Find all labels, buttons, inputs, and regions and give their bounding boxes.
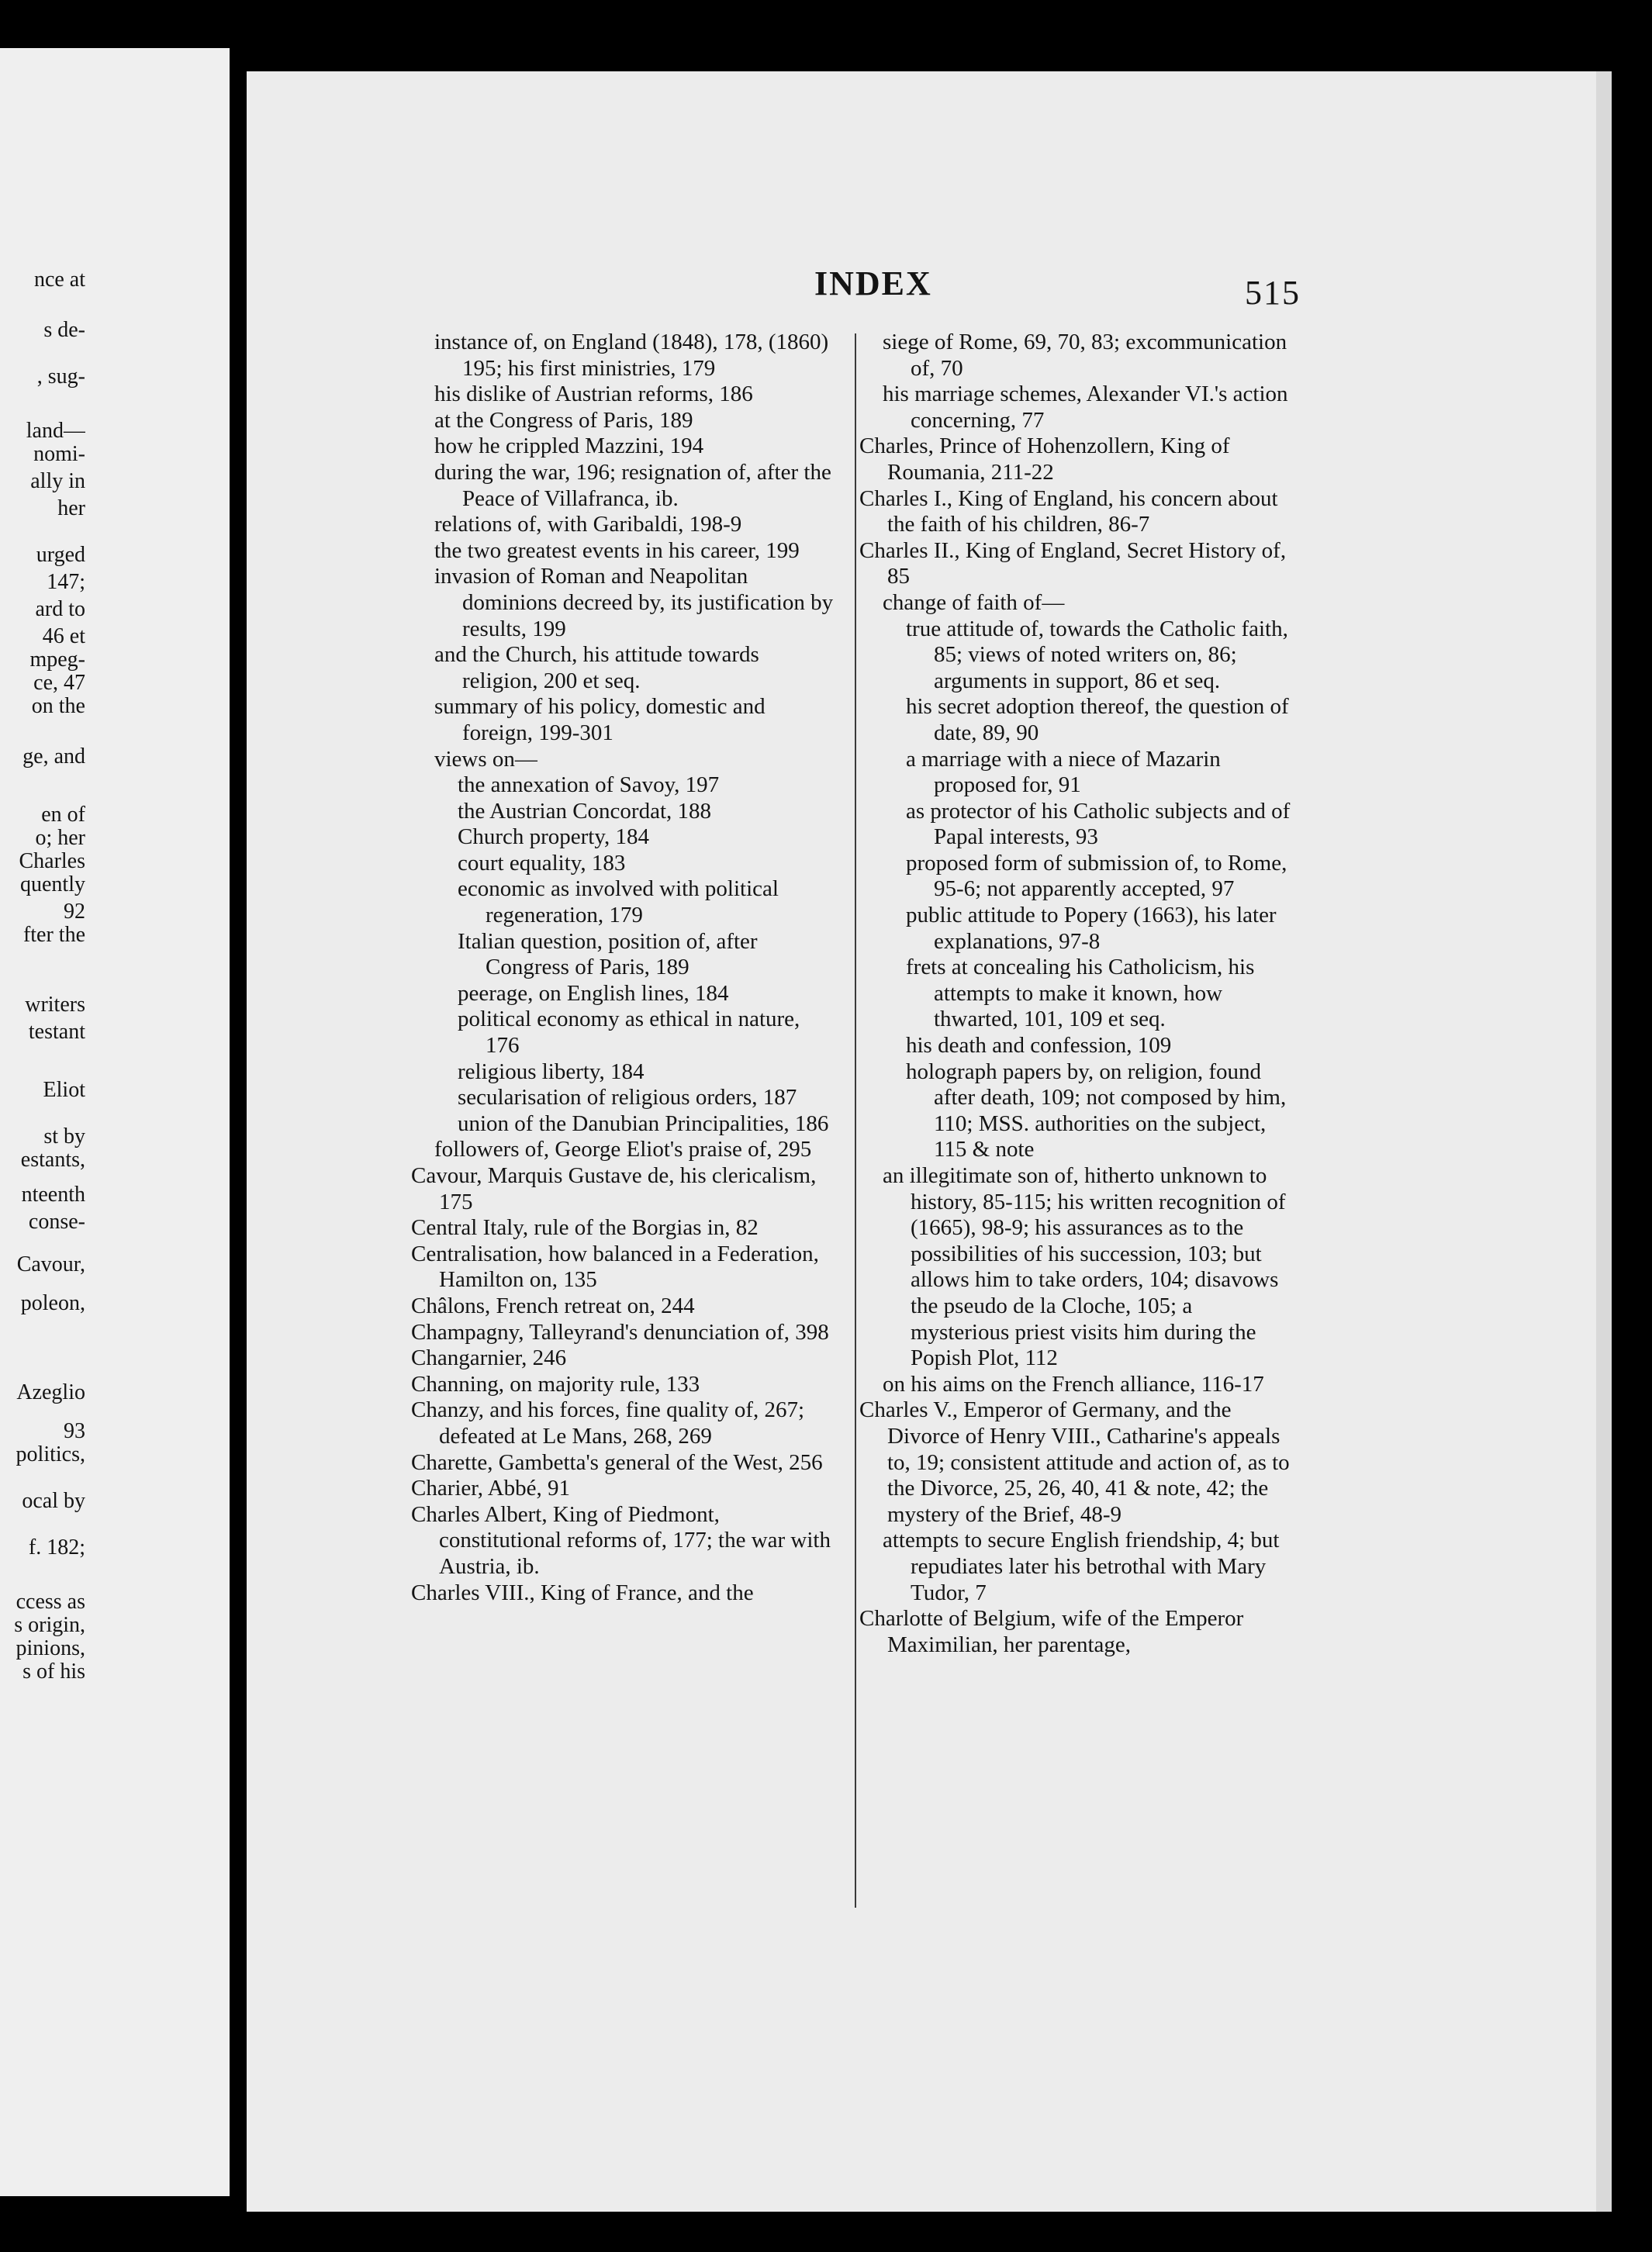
left-page-fragment: Cavour, <box>16 1252 85 1276</box>
page-title: INDEX <box>814 264 932 302</box>
index-subentry: holograph papers by, on religion, found after death, 109; not composed by him, 110; MSS. authorities on the subject, 115 & note <box>906 1059 1287 1162</box>
index-entry-head: Charette, Gambetta's general of the West, 256 <box>411 1449 823 1475</box>
index-subentry: as protector of his Catholic subjects and of Papal interests, 93 <box>906 798 1291 850</box>
left-page-fragment: Azeglio <box>16 1380 85 1404</box>
index-subentry: economic as involved with political regeneration, 179 <box>458 876 779 928</box>
left-page-fragment: quently <box>20 872 85 896</box>
left-page-fragment: ard to <box>35 597 85 621</box>
index-entry-head: Central Italy, rule of the Borgias in, 82 <box>411 1215 759 1241</box>
index-subentry: his marriage schemes, Alexander VI.'s action concerning, 77 <box>883 382 1288 433</box>
index-subentry: followers of, George Eliot's praise of, 295 <box>434 1137 812 1162</box>
left-page-fragment: mpeg- <box>29 648 85 672</box>
left-page-fragment: st by <box>43 1124 85 1148</box>
index-entry-head: Charles V., Emperor of Germany, and the Divorce of Henry VIII., Catharine's appeals to, 19; consistent attitude and action of, as to the Divorce, 25, 26, 40, 41 & note, 42; the mystery of the Brief, 48-9 <box>859 1397 1290 1527</box>
index-column-left <box>411 330 834 1606</box>
index-column-right <box>859 330 1292 1658</box>
index-subentry: Church property, 184 <box>458 824 649 850</box>
left-page-fragment: nce at <box>33 268 85 292</box>
left-page-fragment: ge, and <box>22 744 85 769</box>
page-number: 515 <box>1245 274 1301 312</box>
index-subentry: views on— <box>434 746 537 772</box>
index-subentry: secularisation of religious orders, 187 <box>458 1085 797 1110</box>
index-subentry: religious liberty, 184 <box>458 1059 645 1084</box>
index-subentry: Italian question, position of, after Congress of Paris, 189 <box>458 928 758 980</box>
index-entry-head: Charles II., King of England, Secret History of, 85 <box>859 537 1287 589</box>
left-page-fragment: land— <box>26 419 85 443</box>
page-edge <box>1596 71 1612 2212</box>
index-subentry: frets at concealing his Catholicism, his attempts to make it known, how thwarted, 101, 109 et seq. <box>906 955 1255 1032</box>
left-page-fragment: her <box>57 496 85 520</box>
left-page-fragment: writers <box>25 993 85 1017</box>
index-subentry: proposed form of submission of, to Rome, 95-6; not apparently accepted, 97 <box>906 850 1287 902</box>
index-entry-head: Charlotte of Belgium, wife of the Emperor Maximilian, her parentage, <box>859 1606 1244 1657</box>
index-entry-head: Changarnier, 246 <box>411 1345 567 1371</box>
left-page-fragment: pinions, <box>16 1636 85 1660</box>
index-entry-head: Charier, Abbé, 91 <box>411 1476 571 1501</box>
index-entry-head: Charles VIII., King of France, and the <box>411 1580 754 1605</box>
index-subentry: an illegitimate son of, hitherto unknown to history, 85-115; his written recognition of (1665), 98-9; his assurances as to the possibilities of his succession, 103; but allows him to take orders, 104; disavows the pseudo de la Cloche, 105; a mysterious priest visits him during the Popish Plot, 112 <box>883 1163 1286 1371</box>
left-page-fragment: 46 et <box>42 624 85 648</box>
index-subentry: change of faith of— <box>883 589 1065 615</box>
left-page-fragment: ccess as <box>16 1590 85 1614</box>
index-subentry: court equality, 183 <box>458 850 626 876</box>
index-subentry: summary of his policy, domestic and foreign, 199-301 <box>434 694 766 745</box>
index-entry-head: Centralisation, how balanced in a Federation, Hamilton on, 135 <box>411 1241 819 1293</box>
left-page-fragment: on the <box>31 694 85 718</box>
index-subentry: attempts to secure English friendship, 4; but repudiates later his betrothal with Mary Tudor, 7 <box>883 1528 1280 1605</box>
index-subentry: his death and confession, 109 <box>906 1033 1172 1059</box>
column-divider <box>855 333 856 1908</box>
index-entry-head: Charles I., King of England, his concern about the faith of his children, 86-7 <box>859 485 1278 537</box>
index-subentry: at the Congress of Paris, 189 <box>434 407 693 433</box>
left-page-fragment: estants, <box>20 1148 85 1172</box>
index-subentry: instance of, on England (1848), 178, (1860) 195; his first ministries, 179 <box>434 330 829 381</box>
left-page-fragment: s origin, <box>14 1613 85 1637</box>
index-subentry: the annexation of Savoy, 197 <box>458 772 720 798</box>
index-entry-head: Chanzy, and his forces, fine quality of, 267; defeated at Le Mans, 268, 269 <box>411 1397 805 1449</box>
index-subentry: invasion of Roman and Neapolitan dominions decreed by, its justification by results, 199 <box>434 564 834 641</box>
index-entry-head: Charles, Prince of Hohenzollern, King of Roumania, 211-22 <box>859 433 1230 485</box>
left-page-fragment: Charles <box>19 849 85 873</box>
left-page-fragment: en of <box>41 803 85 827</box>
left-page-fragment: nomi- <box>33 442 85 466</box>
left-page-fragment: conse- <box>28 1210 85 1234</box>
index-subentry: and the Church, his attitude towards religion, 200 et seq. <box>434 642 759 693</box>
index-subentry: union of the Danubian Principalities, 186 <box>458 1110 829 1136</box>
left-page-fragment: ocal by <box>22 1489 85 1513</box>
index-subentry: true attitude of, towards the Catholic faith, 85; views of noted writers on, 86; arguments in support, 86 et seq. <box>906 616 1288 693</box>
left-page-fragment: 92 <box>64 900 85 924</box>
index-subentry: the two greatest events in his career, 199 <box>434 537 800 563</box>
index-subentry: relations of, with Garibaldi, 198-9 <box>434 512 742 537</box>
left-page-fragment: s de- <box>43 318 85 342</box>
left-page-fragment: ce, 47 <box>33 671 85 695</box>
index-subentry: on his aims on the French alliance, 116-17 <box>883 1371 1264 1397</box>
index-entry-head: Cavour, Marquis Gustave de, his clericalism, 175 <box>411 1163 817 1214</box>
index-subentry: how he crippled Mazzini, 194 <box>434 433 704 459</box>
left-page-fragment: urged <box>36 543 85 567</box>
left-page-fragment: nteenth <box>21 1183 85 1207</box>
index-entry-head: Charles Albert, King of Piedmont, constitutional reforms of, 177; the war with Austria, ib. <box>411 1501 831 1579</box>
left-page-fragment: fter the <box>22 923 85 947</box>
left-page-fragment: 93 <box>64 1419 85 1443</box>
index-subentry: political economy as ethical in nature, 176 <box>458 1007 800 1059</box>
facing-page-left <box>0 48 230 2196</box>
index-entry-head: Châlons, French retreat on, 244 <box>411 1293 695 1318</box>
index-subentry: peerage, on English lines, 184 <box>458 980 729 1006</box>
index-subentry: public attitude to Popery (1663), his later explanations, 97-8 <box>906 903 1277 954</box>
index-subentry: siege of Rome, 69, 70, 83; excommunication of, 70 <box>883 330 1287 381</box>
left-page-fragment: Eliot <box>43 1078 85 1102</box>
left-page-fragment: ally in <box>30 469 85 493</box>
index-entry-head: Channing, on majority rule, 133 <box>411 1371 700 1397</box>
left-page-fragment: testant <box>28 1020 85 1044</box>
left-page-fragment: politics, <box>16 1442 85 1466</box>
left-page-fragment: s of his <box>22 1660 85 1684</box>
left-page-fragment: 147; <box>47 570 85 594</box>
left-page-fragment: o; her <box>35 826 85 850</box>
index-subentry: during the war, 196; resignation of, after the Peace of Villafranca, ib. <box>434 459 831 511</box>
left-page-fragment: poleon, <box>20 1291 85 1315</box>
left-page-fragment: f. 182; <box>28 1535 85 1559</box>
index-subentry: the Austrian Concordat, 188 <box>458 798 712 824</box>
index-subentry: his secret adoption thereof, the question of date, 89, 90 <box>906 694 1289 745</box>
index-entry-head: Champagny, Talleyrand's denunciation of, 398 <box>411 1319 829 1345</box>
left-page-fragment: , sug- <box>36 364 85 389</box>
index-subentry: a marriage with a niece of Mazarin proposed for, 91 <box>906 746 1221 798</box>
index-subentry: his dislike of Austrian reforms, 186 <box>434 382 753 407</box>
